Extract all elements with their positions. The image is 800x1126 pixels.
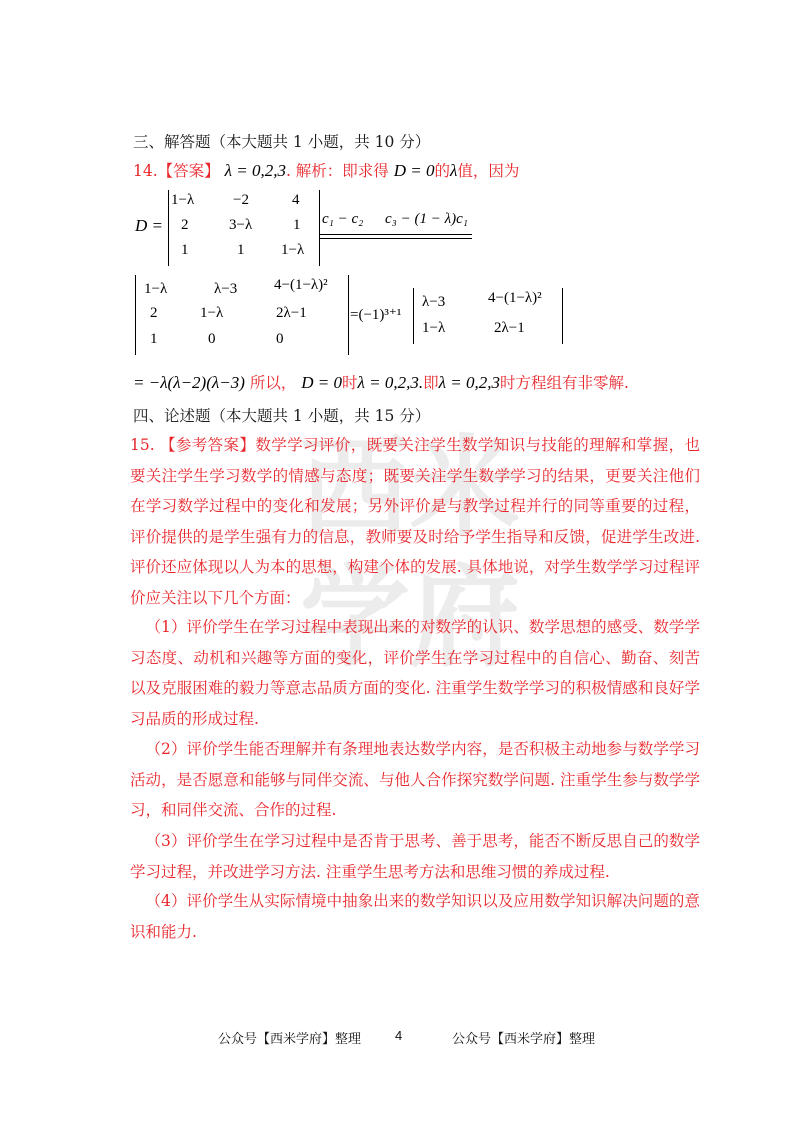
q14-conc-d: 时方程组有非零解. [499, 374, 629, 392]
d-label: D = [135, 216, 163, 235]
q14-conc-b: 时 [342, 374, 358, 392]
footer-left: 公众号【西米学府】整理 [218, 1031, 362, 1046]
q14-conc-eq2: λ = 0,2,3. [357, 373, 424, 392]
det3-cell: 2λ−1 [494, 320, 525, 336]
watermark-char-2: 米 [410, 424, 520, 552]
q14-explain-lambda: λ [450, 161, 458, 180]
det3-cell: λ−3 [422, 294, 446, 310]
det2-cell: 1−λ [200, 305, 224, 321]
q14-conc-eq1: D = 0 [301, 373, 343, 392]
det1-cell: −2 [233, 192, 249, 208]
column-op-b: c₃ − (1 − λ)c₁ [385, 211, 468, 227]
footer-right: 公众号【西米学府】整理 [452, 1031, 596, 1046]
det1-cell: 1−λ [171, 192, 195, 208]
det1-cell: 1 [181, 242, 189, 258]
determinant-2 [135, 275, 349, 355]
det1-cell: 1 [237, 242, 245, 258]
q14-explain-c: 值，因为 [457, 162, 520, 180]
column-op-a: c₁ − c₂ [322, 211, 364, 227]
page-number: 4 [395, 1028, 403, 1043]
det2-cell: 1−λ [144, 281, 168, 297]
q14-answer: λ = 0,2,3 [224, 161, 286, 180]
det2-cell: 4−(1−λ)² [274, 277, 328, 293]
determinant-3 [413, 288, 563, 344]
det2-cell: 0 [276, 331, 284, 347]
determinant-1 [168, 190, 320, 266]
section-4-heading: 四、论述题（本大题共 1 小题，共 15 分） [133, 407, 431, 425]
q14-conc-c: 即 [423, 374, 439, 392]
sign-factor: =(−1)³⁺¹ [350, 307, 402, 323]
q14-result: = −λ(λ−2)(λ−3) [133, 373, 245, 392]
watermark-char-1: 西 [300, 424, 410, 552]
det3-cell: 4−(1−λ)² [488, 290, 542, 306]
q14-explain-a: . 解析：即求得 [285, 162, 389, 180]
q15-point-3: （3）评价学生在学习过程中是否肯于思考、善于思考，能否不断反思自己的数学学习过程，并改进学习方法. 注重学生思考方法和思维习惯的养成过程. [130, 832, 700, 881]
det2-cell: 1 [150, 331, 158, 347]
q14-answer-tag: 【答案】 [157, 162, 220, 180]
q14-result-line [133, 368, 629, 398]
q15-point-2: （2）评价学生能否理解并有条理地表达数学内容，是否积极主动地参与数学学习活动，是否愿意和能够与同伴交流、与他人合作探究数学问题. 注重学生参与数学学习，和同伴交流、合作的过程. [130, 740, 700, 819]
section-3-heading: 三、解答题（本大题共 1 小题，共 10 分） [133, 133, 431, 151]
det1-cell: 1−λ [281, 242, 305, 258]
q15-point-1: （1）评价学生在学习过程中表现出来的对数学的认识、数学思想的感受、数学学习态度、动机和兴趣等方面的变化，评价学生在学习过程中的自信心、勤奋、刻苦以及克服困难的毅力等意志品质方面的变化. 注重学生数学学习的积极情感和良好学习品质的形成过程. [130, 618, 700, 728]
det2-cell: 0 [208, 331, 216, 347]
det1-cell: 1 [293, 217, 301, 233]
det1-cell: 2 [181, 217, 189, 233]
watermark-char-3: 学 [300, 554, 410, 682]
det3-cell: 1−λ [422, 320, 446, 336]
det1-cell: 4 [292, 192, 300, 208]
q14-conc-a: 所以， [249, 374, 297, 392]
column-op-double-line [320, 234, 472, 239]
watermark-char-4: 府 [410, 554, 520, 682]
q15-intro: 15. 【参考答案】数学学习评价，既要关注学生数学知识与技能的理解和掌握，也要关注学生学习数学的情感与态度；既要关注学生数学学习的结果，更要关注他们在学习数学过程中的变化和发展；另外评价是与教学过程并行的同等重要的过程，评价提供的是学生强有力的信息，教师要及时给予学生指导和反馈，促进学生改进. 评价还应体现以人为本的思想，构建个体的发展. 具体地说，对学生数学学习过程评价应关注以下几个方面： [130, 436, 700, 607]
q14-explain-eq: D = 0 [393, 161, 435, 180]
det2-cell: λ−3 [214, 281, 238, 297]
q14-conc-eq3: λ = 0,2,3 [438, 373, 500, 392]
q14-explain-b: 的 [434, 162, 451, 180]
q14-answer-line [133, 156, 519, 186]
det2-cell: 2 [150, 305, 158, 321]
det2-cell: 2λ−1 [276, 305, 307, 321]
det1-cell: 3−λ [229, 217, 253, 233]
q15-point-4: （4）评价学生从实际情境中抽象出来的数学知识以及应用数学知识解决问题的意识和能力. [130, 892, 700, 941]
q14-number: 14. [133, 162, 158, 180]
